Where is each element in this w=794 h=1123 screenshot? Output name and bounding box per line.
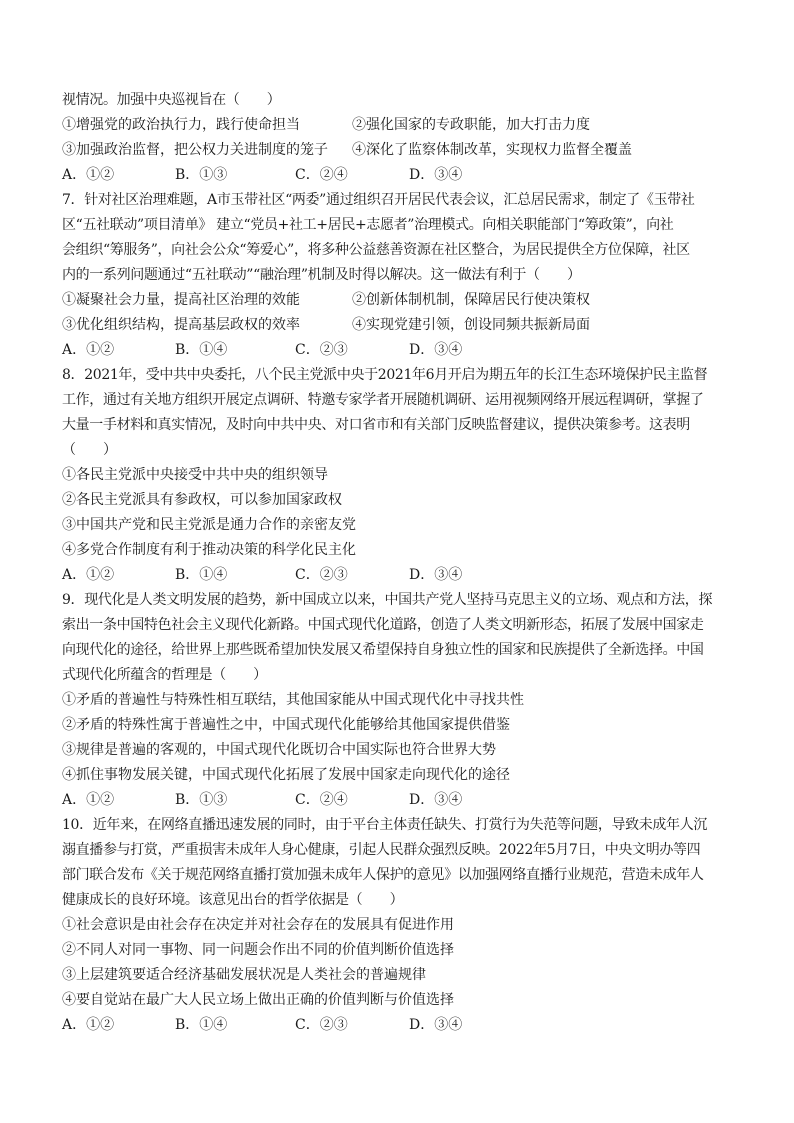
question-stem-line: 会组织“筹服务”，向社会公众“筹爱心”，将多种公益慈善资源在社区整合，为居民提供全方位保障，社区 xyxy=(62,242,690,258)
question-stem-line: 工作，通过有关地方组织开展定点调研、特邀专家学者开展随机调研、运用视频网络开展远程调研，掌握了 xyxy=(62,392,704,408)
question-stem-line: 索出一条中国特色社会主义现代化新路。中国式现代化道路，创造了人类文明新形态，拓展了发展中国家走 xyxy=(62,617,704,633)
option-1: ①社会意识是由社会存在决定并对社会存在的发展具有促进作用 xyxy=(62,917,454,933)
answer-choices xyxy=(62,1013,734,1038)
choice-a: A．①② xyxy=(62,167,115,183)
option-3: ③中国共产党和民主党派是通力合作的亲密友党 xyxy=(62,517,356,533)
question-stem-line: 溺直播参与打赏，严重损害未成年人身心健康，引起人民群众强烈反映。2022年5月7日，中央文明办等四 xyxy=(62,842,701,858)
answer-choices xyxy=(62,163,734,188)
question-stem-line: 部门联合发布《关于规范网络直播打赏加强未成年人保护的意见》以加强网络直播行业规范，营造未成年人 xyxy=(62,867,704,883)
choice-b: B．①④ xyxy=(175,342,228,358)
question-stem-line: 10．近年来，在网络直播迅速发展的同时，由于平台主体责任缺失、打赏行为失范等问题，导致未成年人沉 xyxy=(62,817,708,833)
option-1: ①凝聚社会力量，提高社区治理的效能 xyxy=(62,292,300,308)
question-stem-line: 大量一手材料和真实情况，及时向中共中央、对口省市和有关部门反映监督建议，提供决策参考。这表明 xyxy=(62,417,690,433)
choice-d: D．③④ xyxy=(409,1017,463,1033)
answer-choices xyxy=(62,788,734,813)
option-3: ③上层建筑要适合经济基础发展状况是人类社会的普遍规律 xyxy=(62,967,426,983)
option-3: ③加强政治监督，把公权力关进制度的笼子 xyxy=(62,142,328,158)
question-stem-line: 区“五社联动”项目清单》 建立“党员+社工+居民+志愿者”治理模式。向相关职能部门“筹政策”，向社 xyxy=(62,217,674,233)
answer-choices xyxy=(62,563,734,588)
question-10 xyxy=(62,813,734,1038)
choice-b: B．①④ xyxy=(175,1017,228,1033)
choice-c: C．②④ xyxy=(295,792,348,808)
choice-c: C．②④ xyxy=(295,167,348,183)
choice-a: A．①② xyxy=(62,1017,115,1033)
answer-choices xyxy=(62,338,734,363)
choice-d: D．③④ xyxy=(409,167,463,183)
option-2: ②创新体制机制，保障居民行使决策权 xyxy=(352,292,590,308)
question-stem-line: （ ） xyxy=(62,442,117,458)
choice-d: D．③④ xyxy=(409,342,463,358)
question-stem-line: 向现代化的途径，给世界上那些既希望加快发展又希望保持自身独立性的国家和民族提供了全新选择。中国 xyxy=(62,642,704,658)
option-1: ①各民主党派中央接受中共中央的组织领导 xyxy=(62,467,328,483)
choice-b: B．①④ xyxy=(175,567,228,583)
option-4: ④抓住事物发展关键，中国式现代化拓展了发展中国家走向现代化的途径 xyxy=(62,767,510,783)
exam-page xyxy=(62,88,734,1038)
choice-b: B．①③ xyxy=(175,792,228,808)
option-4: ④多党合作制度有利于推动决策的科学化民主化 xyxy=(62,542,356,558)
question-stem-line: 式现代化所蕴含的哲理是（ ） xyxy=(62,667,267,683)
option-2: ②强化国家的专政职能，加大打击力度 xyxy=(352,117,590,133)
option-row xyxy=(62,138,734,163)
question-stem-line: 健康成长的良好环境。该意见出台的哲学依据是（ ） xyxy=(62,892,404,908)
question-9 xyxy=(62,588,734,813)
question-7 xyxy=(62,188,734,363)
option-2: ②各民主党派具有参政权，可以参加国家政权 xyxy=(62,492,342,508)
option-row xyxy=(62,113,734,138)
option-row xyxy=(62,313,734,338)
choice-d: D．③④ xyxy=(409,792,463,808)
choice-a: A．①② xyxy=(62,567,115,583)
question-stem-line: 视情况。加强中央巡视旨在（ ） xyxy=(62,92,281,108)
option-4: ④深化了监察体制改革，实现权力监督全覆盖 xyxy=(352,142,632,158)
choice-b: B．①③ xyxy=(175,167,228,183)
choice-d: D．③④ xyxy=(409,567,463,583)
choice-c: C．②③ xyxy=(295,567,348,583)
choice-a: A．①② xyxy=(62,792,115,808)
choice-a: A．①② xyxy=(62,342,115,358)
option-4: ④要自觉站在最广大人民立场上做出正确的价值判断与价值选择 xyxy=(62,992,454,1008)
question-stem-line: 7．针对社区治理难题，A市玉带社区“两委”通过组织召开居民代表会议，汇总居民需求，制定了《玉带社 xyxy=(62,192,695,208)
choice-c: C．②③ xyxy=(295,1017,348,1033)
option-2: ②矛盾的特殊性寓于普遍性之中，中国式现代化能够给其他国家提供借鉴 xyxy=(62,717,510,733)
question-stem-line: 9．现代化是人类文明发展的趋势，新中国成立以来，中国共产党人坚持马克思主义的立场、观点和方法，探 xyxy=(62,592,713,608)
question-6 xyxy=(62,88,734,188)
option-1: ①增强党的政治执行力，践行使命担当 xyxy=(62,117,300,133)
option-row xyxy=(62,288,734,313)
option-4: ④实现党建引领，创设同频共振新局面 xyxy=(352,317,590,333)
option-3: ③优化组织结构，提高基层政权的效率 xyxy=(62,317,300,333)
question-stem-line: 8．2021年，受中共中央委托，八个民主党派中央于2021年6月开启为期五年的长江生态环境保护民主监督 xyxy=(62,367,708,383)
question-stem-line: 内的一系列问题通过“五社联动”“融治理”机制及时得以解决。这一做法有利于（ ） xyxy=(62,267,581,283)
choice-c: C．②③ xyxy=(295,342,348,358)
option-1: ①矛盾的普遍性与特殊性相互联结，其他国家能从中国式现代化中寻找共性 xyxy=(62,692,524,708)
question-8 xyxy=(62,363,734,588)
option-3: ③规律是普遍的客观的，中国式现代化既切合中国实际也符合世界大势 xyxy=(62,742,496,758)
option-2: ②不同人对同一事物、同一问题会作出不同的价值判断价值选择 xyxy=(62,942,454,958)
